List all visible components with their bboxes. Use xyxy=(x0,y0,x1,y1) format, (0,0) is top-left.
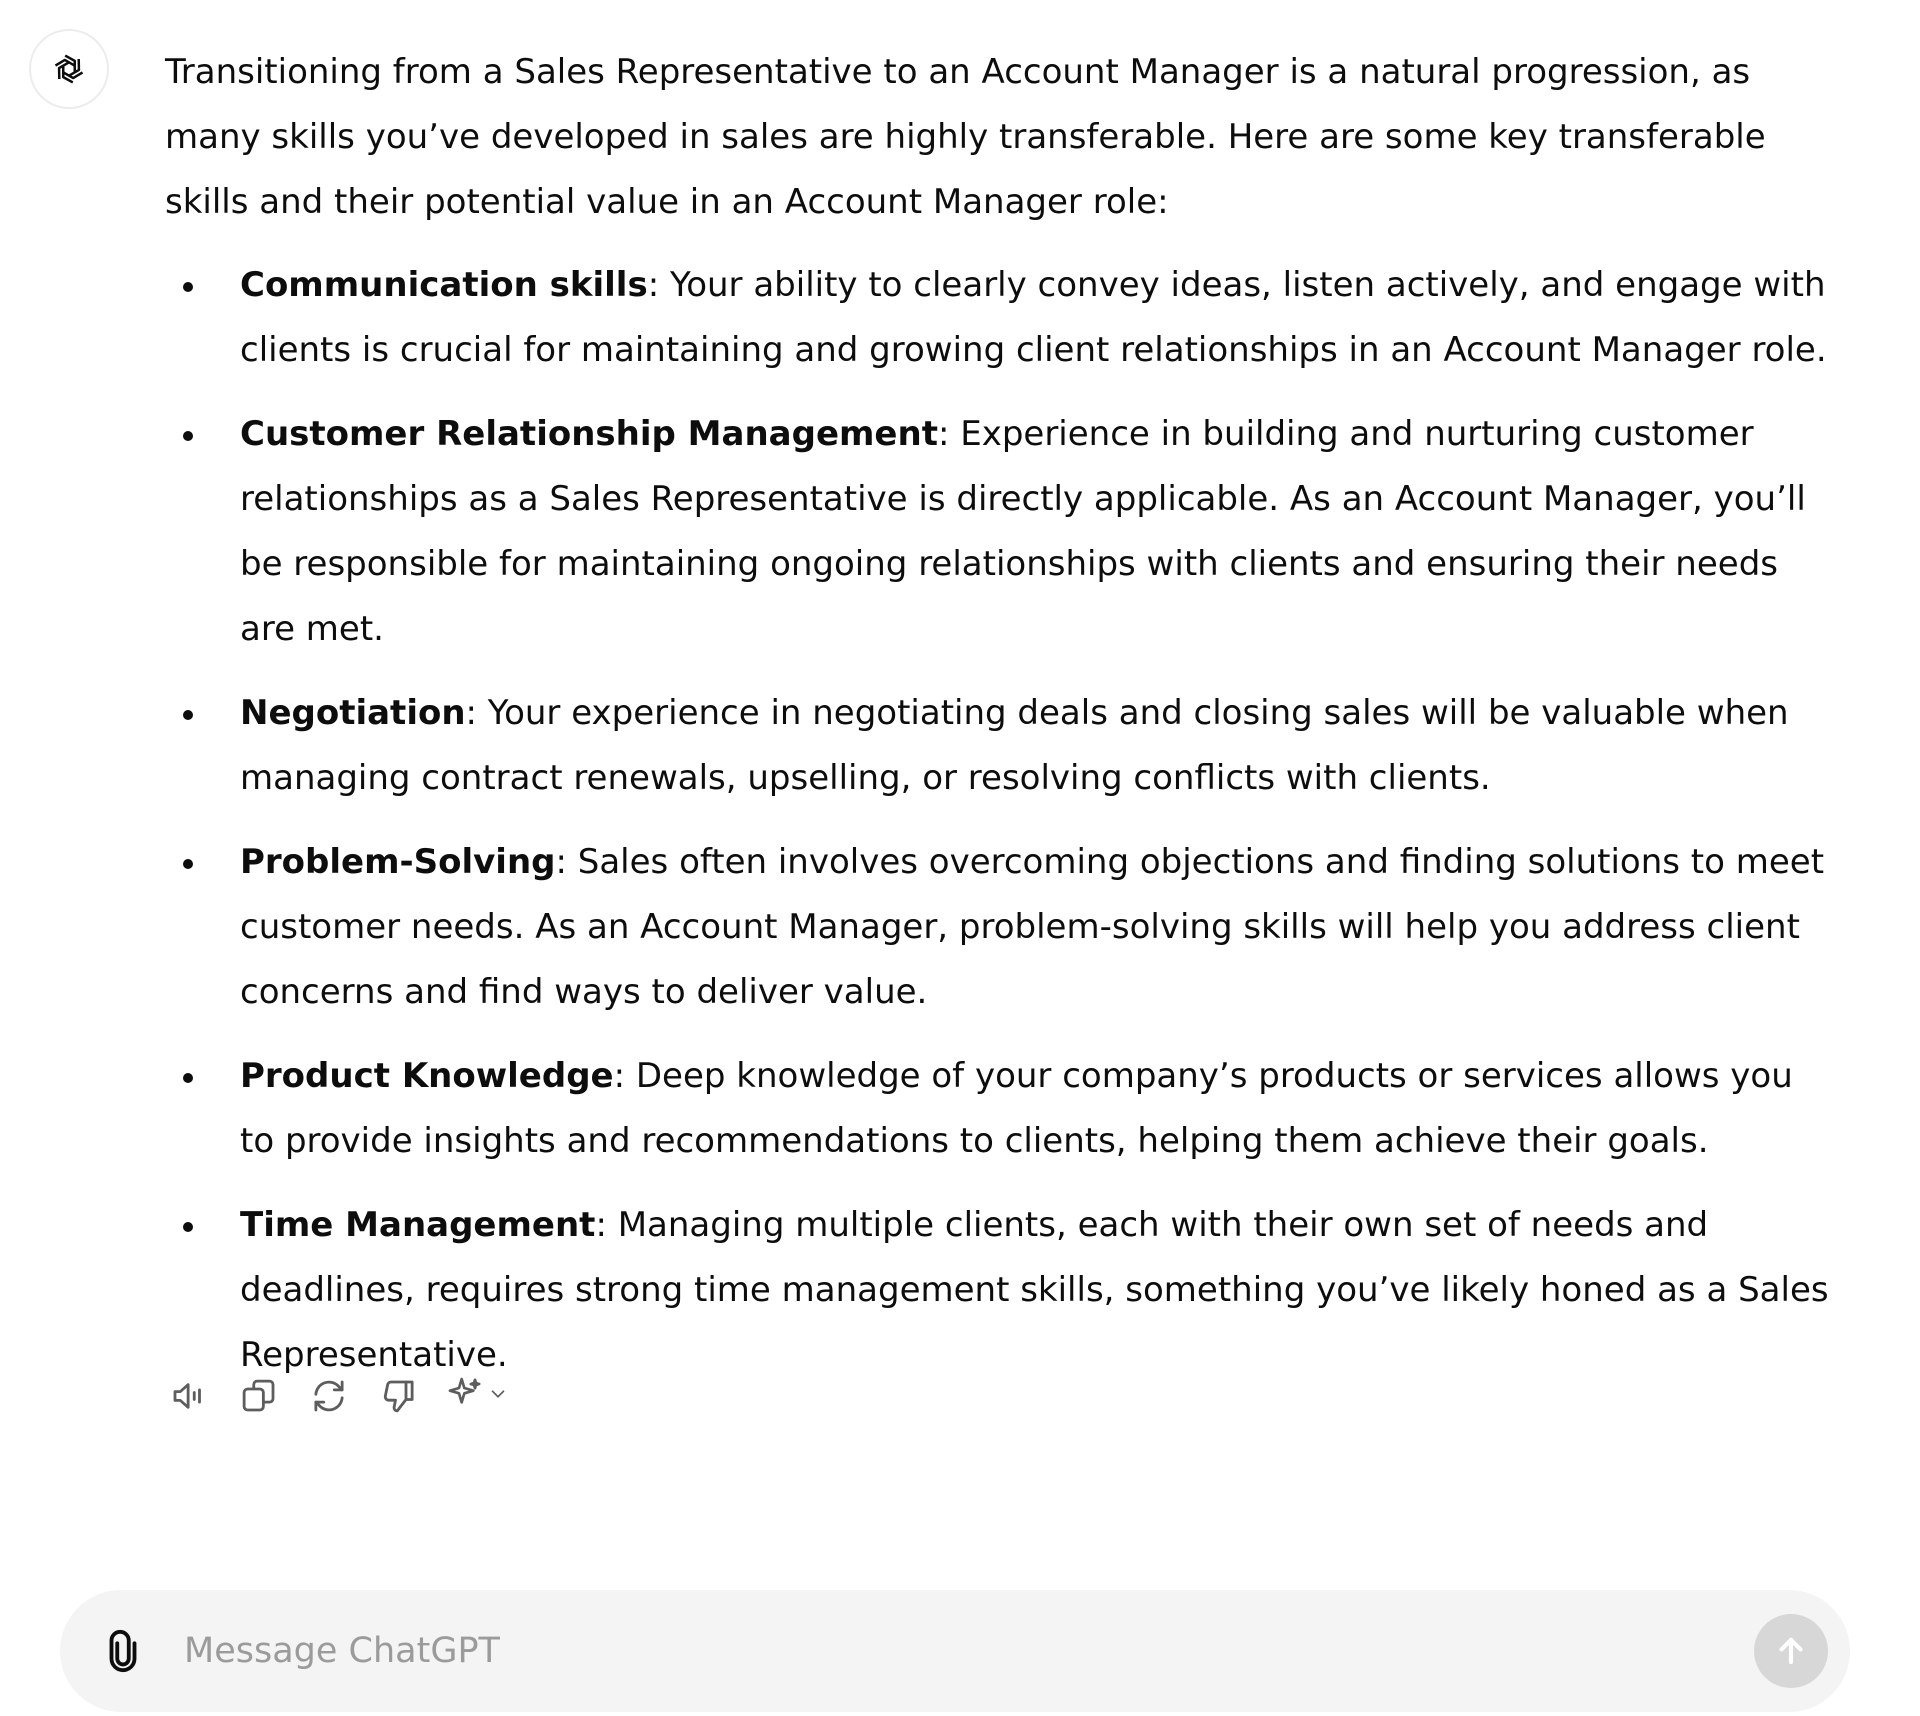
skill-description: : Deep knowledge of your company’s products or services allows you to provide insights and recommendations to clients, helping them achieve their goals. xyxy=(240,1056,1793,1161)
chevron-down-icon xyxy=(487,1383,509,1409)
read-aloud-icon xyxy=(168,1375,210,1417)
thumbs-down-icon xyxy=(378,1375,420,1417)
sparkle-icon xyxy=(445,1374,485,1418)
regenerate-button[interactable] xyxy=(305,1372,353,1420)
skill-term: Time Management xyxy=(240,1205,596,1245)
skill-term: Customer Relationship Management xyxy=(240,414,938,454)
arrow-up-icon xyxy=(1772,1632,1810,1670)
skill-description: : Managing multiple clients, each with their own set of needs and deadlines, requires strong time management skills, something you’ve likely honed as a Sales Representative. xyxy=(240,1205,1829,1375)
assistant-avatar xyxy=(29,29,109,109)
skills-list xyxy=(165,253,1830,1388)
skill-term: Negotiation xyxy=(240,693,466,733)
list-item xyxy=(165,253,1830,383)
list-item xyxy=(165,1044,1830,1174)
send-button[interactable] xyxy=(1754,1614,1828,1688)
skill-term: Product Knowledge xyxy=(240,1056,614,1096)
message-actions xyxy=(165,1372,509,1420)
thumbs-down-button[interactable] xyxy=(375,1372,423,1420)
list-item xyxy=(165,1193,1830,1388)
skill-term: Communication skills xyxy=(240,265,648,305)
read-aloud-button[interactable] xyxy=(165,1372,213,1420)
skill-description: : Your experience in negotiating deals and closing sales will be valuable when managing contract renewals, upselling, or resolving conflicts with clients. xyxy=(240,693,1789,798)
assistant-message xyxy=(165,40,1830,1407)
copy-button[interactable] xyxy=(235,1372,283,1420)
copy-icon xyxy=(238,1375,280,1417)
list-item xyxy=(165,830,1830,1025)
message-input[interactable] xyxy=(182,1620,1754,1682)
regenerate-icon xyxy=(308,1375,350,1417)
message-composer xyxy=(60,1590,1850,1712)
paperclip-icon xyxy=(100,1628,146,1674)
openai-logo-icon xyxy=(46,46,92,92)
skill-description: : Experience in building and nurturing customer relationships as a Sales Representative is directly applicable. As an Account Manager, you’ll be responsible for maintaining ongoing relationships with clients and ensuring their needs are met. xyxy=(240,414,1806,649)
list-item xyxy=(165,402,1830,662)
skill-description: : Sales often involves overcoming objections and finding solutions to meet customer needs. As an Account Manager, problem-solving skills will help you address client concerns and find ways to deliver value. xyxy=(240,842,1825,1012)
skill-term: Problem-Solving xyxy=(240,842,556,882)
message-intro: Transitioning from a Sales Representative to an Account Manager is a natural progression, as many skills you’ve developed in sales are highly transferable. Here are some key transferable skills and their potential value in an Account Manager role: xyxy=(165,52,1766,222)
skill-description: : Your ability to clearly convey ideas, listen actively, and engage with clients is crucial for maintaining and growing client relationships in an Account Manager role. xyxy=(240,265,1827,370)
list-item xyxy=(165,681,1830,811)
switch-model-button[interactable] xyxy=(445,1372,509,1420)
attach-button[interactable] xyxy=(98,1626,148,1676)
